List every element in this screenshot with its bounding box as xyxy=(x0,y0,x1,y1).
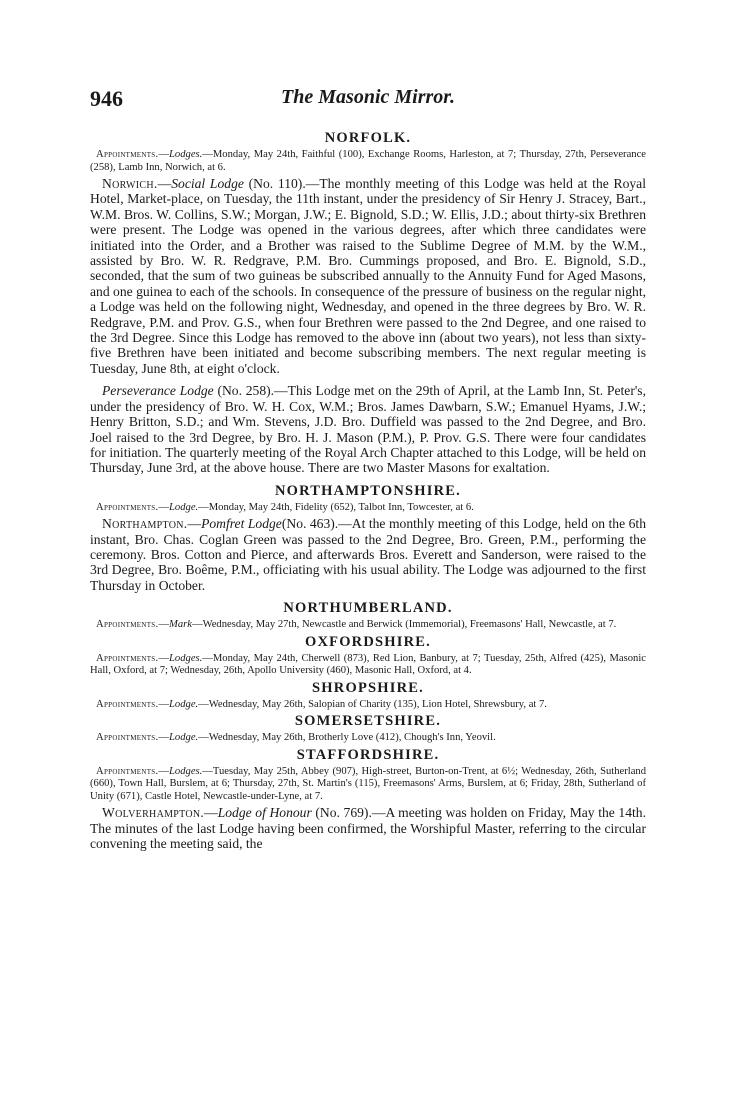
appointments-staffordshire: Appointments.—Lodges.—Tuesday, May 25th, Abbey (907), High-street, Burton-on-Trent, at 6½; Wednesday, 26th, Sutherland (660), Town Hall, Burslem, at 6; Thursday, 27th, St. Martin's (115), Freemasons' Arms, Burslem, at 6; Friday, 28th, Sutherland of Unity (671), Castle Hotel, Newcastle-under-Lyne, at 7. xyxy=(90,765,646,802)
section-title-norfolk: NORFOLK. xyxy=(324,130,412,146)
page-number: 946 xyxy=(90,86,123,111)
appointments-category: Lodges. xyxy=(169,765,203,777)
paragraph-text: (No. 110).—The monthly meeting of this Lodge was held at the Royal Hotel, Market-place, on Tuesday, the 11th instant, under the presidency of Sir Henry J. Stracey, Bart., W.M. Bros. W. Collins, S.W.; Morgan, J.W.; E. Bignold, S.D.; W. Ellis, J.D.; about thirty-six Brethren were present. The Lodge was opened in the various degrees, after which three candidates were initiated into the Order, and a Brother was raised to the Sublime Degree of M.M. by the W.M., assisted by Bro. W. R. Redgrave, P.M. Bro. Cummings proposed, and Bro. E. Bignold, S.D., seconded, that the sum of two guineas be subscribed annually to the Annuity Fund for Aged Masons, and one guinea to each of the schools. In consequence of the pressure of business on the regular night, a Lodge was held on the following night, Wednesday, and opened in the three degrees by Bro. W. R. Redgrave, P.M. and Prov. G.S., when four Brethren were passed to the 2nd Degree, and one raised to the 3rd Degree. Since this Lodge has removed to the above inn (about two years), not less than sixty-five Brethren have been initiated and become subscribing members. The next regular meeting is Tuesday, June 8th, at eight o'clock. xyxy=(90,176,646,376)
paragraph-text: (No. 258).—This Lodge met on the 29th of April, at the Lamb Inn, St. Peter's, under the presidency of Bro. W. H. Cox, W.M.; Bros. James Dawbarn, S.W.; Emanuel Hyams, J.W.; Henry Britton, S.D.; and Wm. Stevens, J.D. Bro. Duffield was passed to the 2nd Degree, and Bro. Joel raised to the 3rd Degree, by Bro. H. J. Mason (P.M.), P. Prov. G.S. There were four candidates for initiation. The quarterly meeting of the Royal Arch Chapter attached to this Lodge, will be held on Thursday, June 3rd, at the above house. There are two Master Masons for exaltation. xyxy=(90,383,646,476)
lodge-name: Pomfret Lodge xyxy=(201,516,282,532)
section-title-staffordshire: STAFFORDSHIRE. xyxy=(296,746,440,763)
appointments-text: Wednesday, May 26th, Salopian of Charity (135), Lion Hotel, Shrewsbury, at 7. xyxy=(208,698,547,710)
paragraph-northampton-pomfret: Northampton.—Pomfret Lodge(No. 463).—At the monthly meeting of this Lodge, held on the 6th instant, Bro. Chas. Coglan Green was passed to the 2nd Degree, Bro. Green, P.M., performing the ceremony. Bros. Cotton and Pierce, and afterwards Bros. Everett and Sanderson, were raised to the 3rd Degree, Bro. Boême, P.M., officiating with his usual ability. The Lodge was adjourned to the first Thursday in October. xyxy=(90,516,646,593)
appointments-label: Appointments. xyxy=(96,765,159,777)
lodge-name: Lodge of Honour xyxy=(217,805,312,821)
appointments-label: Appointments. xyxy=(96,149,159,160)
appointments-text: Monday, May 24th, Fidelity (652), Talbot Inn, Towcester, at 6. xyxy=(208,501,474,513)
place-name: Northampton. xyxy=(102,516,188,532)
appointments-label: Appointments. xyxy=(96,619,159,631)
appointments-text: Wednesday, May 26th, Brotherly Love (412), Chough's Inn, Yeovil. xyxy=(208,732,496,744)
section-title-somersetshire: SOMERSETSHIRE. xyxy=(294,713,442,730)
lodge-name: Social Lodge xyxy=(171,176,244,191)
appointments-northumberland: Appointments.—Mark—Wednesday, May 27th, Newcastle and Berwick (Immemorial), Freemasons' Hall, Newcastle, at 7. xyxy=(96,619,617,631)
appointments-northamptonshire: Appointments.—Lodge.—Monday, May 24th, Fidelity (652), Talbot Inn, Towcester, at 6. xyxy=(96,501,474,513)
appointments-category: Mark xyxy=(169,619,192,631)
running-title: The Masonic Mirror. xyxy=(281,86,455,108)
appointments-category: Lodge. xyxy=(169,501,199,513)
place-name: Norwich. xyxy=(102,176,158,191)
paragraph-text: (No. 463).—At the monthly meeting of this Lodge, held on the 6th instant, Bro. Chas. Coglan Green was passed to the 2nd Degree, Bro. Green, P.M., performing the ceremony. Bros. Cotton and Pierce, and afterwards Bros. Everett and Sanderson, were raised to the 3rd Degree, Bro. Boême, P.M., officiating with his usual ability. The Lodge was adjourned to the first Thursday in October. xyxy=(90,516,646,593)
article-column xyxy=(90,130,646,858)
appointments-oxfordshire: Appointments.—Lodges.—Monday, May 24th, Cherwell (873), Red Lion, Banbury, at 7; Tuesday, 25th, Alfred (425), Masonic Hall, Oxford, at 7; Wednesday, 26th, Apollo University (460), Masonic Hall, Oxford, at 4. xyxy=(90,652,646,677)
place-name: Wolverhampton. xyxy=(102,805,205,821)
paragraph-text: (No. 769).—A meeting was holden on Friday, May the 14th. The minutes of the last Lodge having been confirmed, the Worshipful Master, referring to the circular convening the meeting said, the xyxy=(90,805,646,852)
appointments-text: Monday, May 24th, Cherwell (873), Red Lion, Banbury, at 7; Tuesday, 25th, Alfred (425), Masonic Hall, Oxford, at 7; Wednesday, 26th, Apollo University (460), Masonic Hall, Oxford, at 4. xyxy=(90,652,646,677)
appointments-somersetshire: Appointments.—Lodge.—Wednesday, May 26th, Brotherly Love (412), Chough's Inn, Yeovil. xyxy=(96,732,496,744)
lodge-name: Perseverance Lodge xyxy=(102,383,214,399)
paragraph-perseverance xyxy=(90,383,646,475)
appointments-category: Lodges. xyxy=(169,652,203,664)
paragraph-norwich-social: Norwich.—Social Lodge (No. 110).—The monthly meeting of this Lodge was held at the Royal Hotel, Market-place, on Tuesday, the 11th instant, under the presidency of Sir Henry J. Stracey, Bart., W.M. Bros. W. Collins, S.W.; Morgan, J.W.; E. Bignold, S.D.; W. Ellis, J.D.; about thirty-six Brethren were present. The Lodge was opened in the various degrees, after which three candidates were initiated into the Order, and a Brother was raised to the Sublime Degree of M.M. by the W.M., assisted by Bro. W. R. Redgrave, P.M. Bro. Cummings proposed, and Bro. E. Bignold, S.D., seconded, that the sum of two guineas be subscribed annually to the Annuity Fund for Aged Masons, and one guinea to each of the schools. In consequence of the pressure of business on the regular night, a Lodge was held on the following night, Wednesday, and opened in the three degrees by Bro. W. R. Redgrave, P.M. and Prov. G.S., when four Brethren were passed to the 2nd Degree, and one raised to the 3rd Degree. Since this Lodge has removed to the above inn (about two years), not less than sixty-five Brethren have been initiated and become subscribing members. The next regular meeting is Tuesday, June 8th, at eight o'clock. xyxy=(90,176,646,376)
appointments-norfolk: Appointments.—Lodges.—Monday, May 24th, Faithful (100), Exchange Rooms, Harleston, at 7; Thursday, 27th, Perseverance (258), Lamb Inn, Norwich, at 6. xyxy=(90,149,646,173)
appointments-shropshire: Appointments.—Lodge.—Wednesday, May 26th, Salopian of Charity (135), Lion Hotel, Shrewsbury, at 7. xyxy=(96,698,547,710)
appointments-label: Appointments. xyxy=(96,652,159,664)
appointments-text: Tuesday, May 25th, Abbey (907), High-street, Burton-on-Trent, at 6½; Wednesday, 26th, Sutherland (660), Town Hall, Burslem, at 6; Thursday, 27th, St. Martin's (115), Freemasons' Arms, Burslem, at 6; Friday, 28th, Sutherland of Unity (671), Castle Hotel, Newcastle-under-Lyne, at 7. xyxy=(90,765,646,802)
appointments-category: Lodge. xyxy=(169,698,199,710)
appointments-label: Appointments. xyxy=(96,501,159,513)
page-header xyxy=(90,86,646,116)
appointments-category: Lodge. xyxy=(169,732,199,744)
section-title-northamptonshire: NORTHAMPTONSHIRE. xyxy=(275,482,461,499)
appointments-category: Lodges. xyxy=(169,149,203,160)
section-title-shropshire: SHROPSHIRE. xyxy=(312,679,424,696)
paragraph-wolverhampton-honour: Wolverhampton.—Lodge of Honour (No. 769).—A meeting was holden on Friday, May the 14th. The minutes of the last Lodge having been confirmed, the Worshipful Master, referring to the circular convening the meeting said, the xyxy=(90,805,646,852)
appointments-text: Wednesday, May 27th, Newcastle and Berwick (Immemorial), Freemasons' Hall, Newcastle, at 7. xyxy=(202,619,617,631)
appointments-label: Appointments. xyxy=(96,732,159,744)
appointments-label: Appointments. xyxy=(96,698,159,710)
section-title-northumberland: NORTHUMBERLAND. xyxy=(283,600,453,617)
section-title-oxfordshire: OXFORDSHIRE. xyxy=(305,633,431,650)
appointments-text: Monday, May 24th, Faithful (100), Exchange Rooms, Harleston, at 7; Thursday, 27th, Perseverance (258), Lamb Inn, Norwich, at 6. xyxy=(90,149,646,173)
